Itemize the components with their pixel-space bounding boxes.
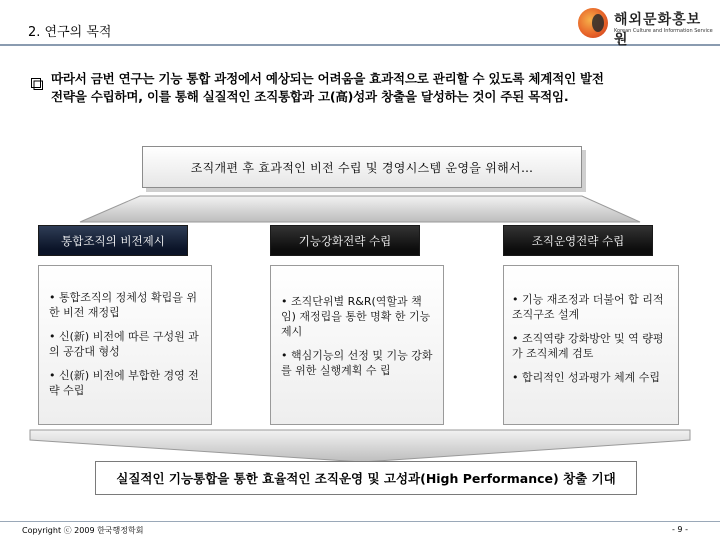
column-panel-function — [270, 265, 444, 425]
logo-korean-name: 해외문화홍보원 — [614, 12, 702, 48]
context-banner: 조직개편 후 효과적인 비전 수립 및 경영시스템 운영을 위해서… — [142, 146, 582, 188]
column-panel-operation — [503, 265, 679, 425]
list-item: • 기능 재조정과 더불어 합 리적 조직구조 설계 — [512, 293, 664, 321]
list-item: • 조직단위별 R&R(역할과 책임) 재정립을 통한 명확 한 기능 제시 — [281, 295, 431, 338]
list-item: • 조직역량 강화방안 및 역 량평가 조직체계 검토 — [512, 332, 664, 360]
list-item: • 신(新) 비전에 부합한 경영 전략 수립 — [49, 369, 199, 397]
purpose-line-1: 따라서 금번 연구는 기능 통합 과정에서 예상되는 어려움을 효과적으로 관리할 수 있도록 체계적인 발전 — [51, 71, 604, 86]
column-header-vision: 통합조직의 비전제시 — [38, 225, 188, 256]
list-item: • 신(新) 비전에 따른 구성원 과의 공감대 형성 — [49, 330, 199, 358]
list-item: • 통합조직의 정체성 확립을 위한 비전 재정립 — [49, 291, 197, 319]
page-number: - 9 - — [672, 525, 688, 534]
expected-outcome-box: 실질적인 기능통합을 통한 효율적인 조직운영 및 고성과(High Performance) 창출 기대 — [95, 461, 637, 495]
column-header-operation: 조직운영전략 수립 — [503, 225, 653, 256]
purpose-line-2: 전략을 수립하며, 이를 통해 실질적인 조직통합과 고(高)성과 창출을 달성하는 것이 주된 목적임. — [51, 89, 569, 104]
copyright-text: Copyright ⓒ 2009 한국행정학회 — [22, 526, 144, 535]
footer-divider — [0, 521, 720, 522]
column-panel-vision — [38, 265, 212, 425]
list-item: • 합리적인 성과평가 체계 수립 — [512, 371, 660, 384]
spread-arrow-shape — [80, 196, 640, 222]
converge-arrow-shape — [30, 430, 690, 462]
list-item: • 핵심기능의 선정 및 기능 강화를 위한 실행계획 수 립 — [281, 349, 433, 377]
column-header-function: 기능강화전략 수립 — [270, 225, 420, 256]
logo-english-name: Korean Culture and Information Service — [614, 28, 713, 34]
page-title: 2. 연구의 목적 — [28, 25, 112, 40]
